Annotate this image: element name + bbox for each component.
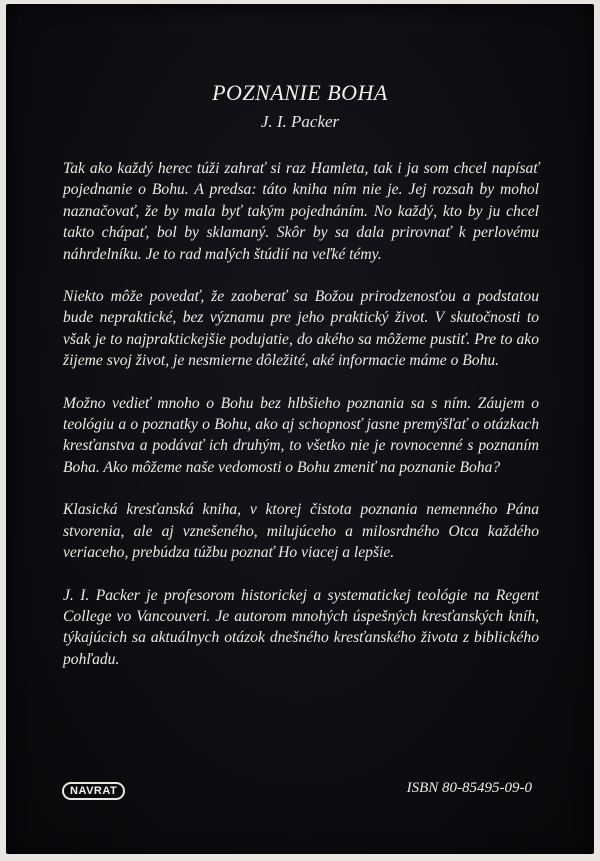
isbn-number: ISBN 80-85495-09-0: [406, 780, 532, 796]
blurb-text: [63, 158, 539, 691]
blurb-paragraph-2: Niekto môže povedať, že zaoberať sa Božou prirodzenosťou a podstatou bude nepraktické, bez významu pre jeho praktický život. V skutočnosti to však je to najpraktickejšie podujatie, do akého sa môžeme pustiť. Pre to ako žijeme svoj život, je nesmierne dôležité, aké informacie máme o Bohu.: [63, 288, 539, 370]
blurb-paragraph-3: Možno vedieť mnoho o Bohu bez hlbšieho poznania sa s ním. Záujem o teológiu a o poznatky o Bohu, ako aj schopnosť jasne premýšľať o otázkach kresťanstva a podávať ich druhým, to všetko nie je rovnocenné s poznaním Boha. Ako môžeme naše vedomosti o Bohu zmeniť na poznanie Boha?: [63, 394, 539, 476]
blurb-paragraph-4: Klasická kresťanská kniha, v ktorej čistota poznania nemenného Pána stvorenia, ale aj vznešeného, milujúceho a milosrdného Otca každého veriaceho, prebúdza túžbu poznať Ho viacej a lepšie.: [63, 501, 539, 562]
author-bio-paragraph: J. I. Packer je profesorom historickej a systematickej teológie na Regent College vo Vancouveri. Je autorom mnohých úspešných kresťanských kníh, týkajúcich sa aktuálnych otázok dnešného kresťanského života z biblického pohľadu.: [63, 586, 539, 668]
book-author: J. I. Packer: [260, 112, 340, 131]
blurb-paragraph-1: Tak ako každý herec túži zahrať si raz Hamleta, tak i ja som chcel napísať pojednanie o Bohu. A predsa: táto kniha ním nie je. Jej rozsah by mohol naznačovať, že by mala byť takým pojednáním. No každý, kto by ju chcel takto chápať, bol by sklamaný. Skôr by sa dala prirovnať k perlovému náhrdelníku. Je to rad malých štúdií na veľké témy.: [63, 160, 539, 263]
publisher-logo: NAVRAT: [62, 782, 125, 800]
book-title: POZNANIE BOHA: [212, 80, 388, 105]
